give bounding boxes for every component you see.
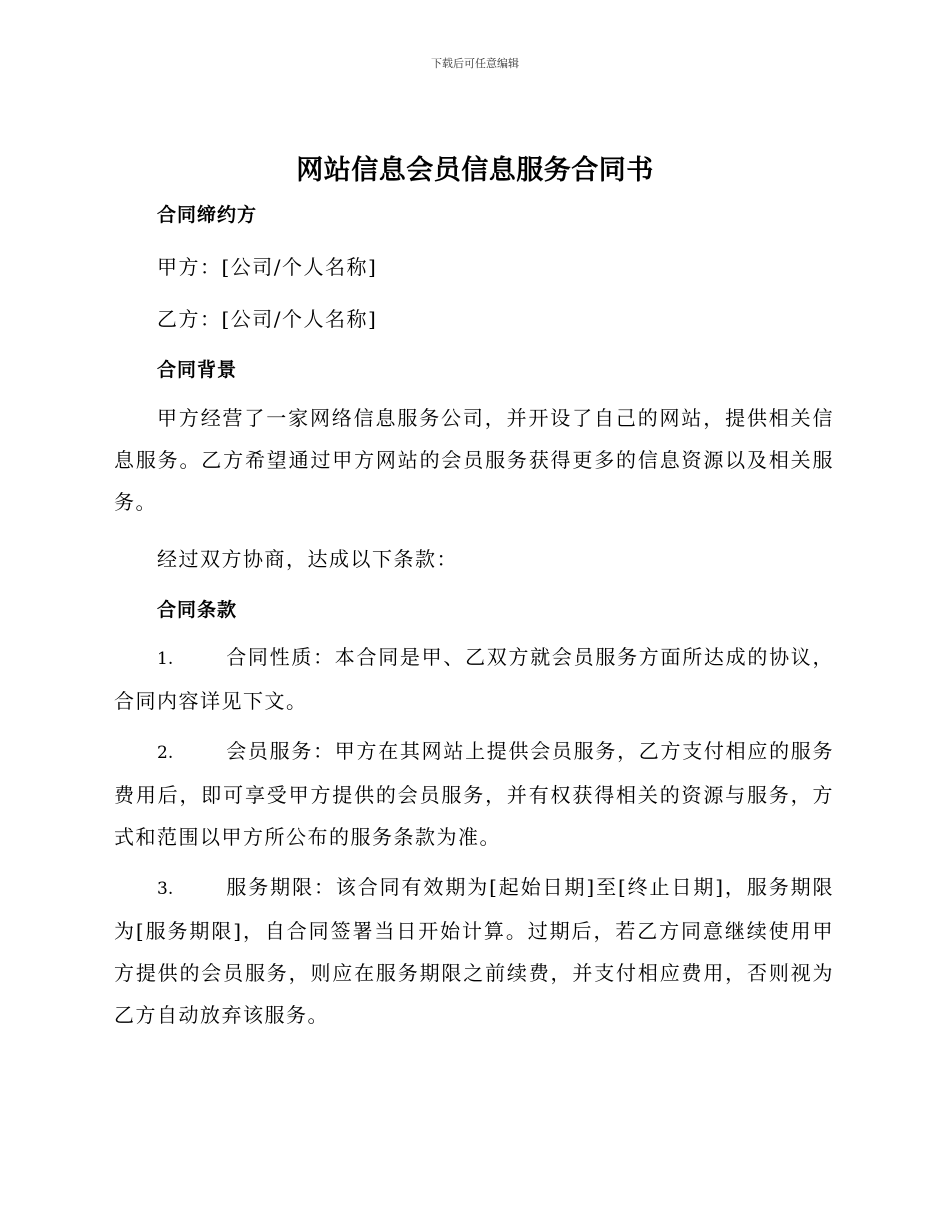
- term-item: [114, 730, 834, 858]
- term-text: 合同性质：本合同是甲、乙双方就会员服务方面所达成的协议，合同内容详见下文。: [114, 645, 834, 713]
- party-b-line: 乙方：[公司/个人名称]: [157, 307, 378, 331]
- term-text: 会员服务：甲方在其网站上提供会员服务，乙方支付相应的服务费用后，即可享受甲方提供的会员服务，并有权获得相关的资源与服务，方式和范围以甲方所公布的服务条款为准。: [114, 739, 834, 849]
- term-text: 服务期限：该合同有效期为[起始日期]至[终止日期]，服务期限为[服务期限]，自合同签署当日开始计算。过期后，若乙方同意继续使用甲方提供的会员服务，则应在服务期限之前续费，并支付相应费用，否则视为乙方自动放弃该服务。: [114, 875, 834, 1027]
- term-number: 3.: [157, 879, 174, 899]
- party-a-line: 甲方：[公司/个人名称]: [157, 255, 378, 279]
- term-item: [114, 636, 834, 722]
- header-note: 下载后可任意编辑: [431, 57, 519, 70]
- background-paragraph: 甲方经营了一家网络信息服务公司，并开设了自己的网站，提供相关信息服务。乙方希望通过甲方网站的会员服务获得更多的信息资源以及相关服务。: [114, 406, 834, 514]
- term-number: 2.: [157, 743, 174, 763]
- parties-heading: 合同缔约方: [157, 204, 258, 226]
- term-item: [114, 866, 834, 1036]
- term-number: 1.: [157, 649, 174, 669]
- document-title: 网站信息会员信息服务合同书: [296, 155, 654, 186]
- background-heading: 合同背景: [157, 359, 238, 381]
- terms-heading: 合同条款: [157, 599, 238, 621]
- agreement-intro: 经过双方协商，达成以下条款：: [157, 547, 458, 571]
